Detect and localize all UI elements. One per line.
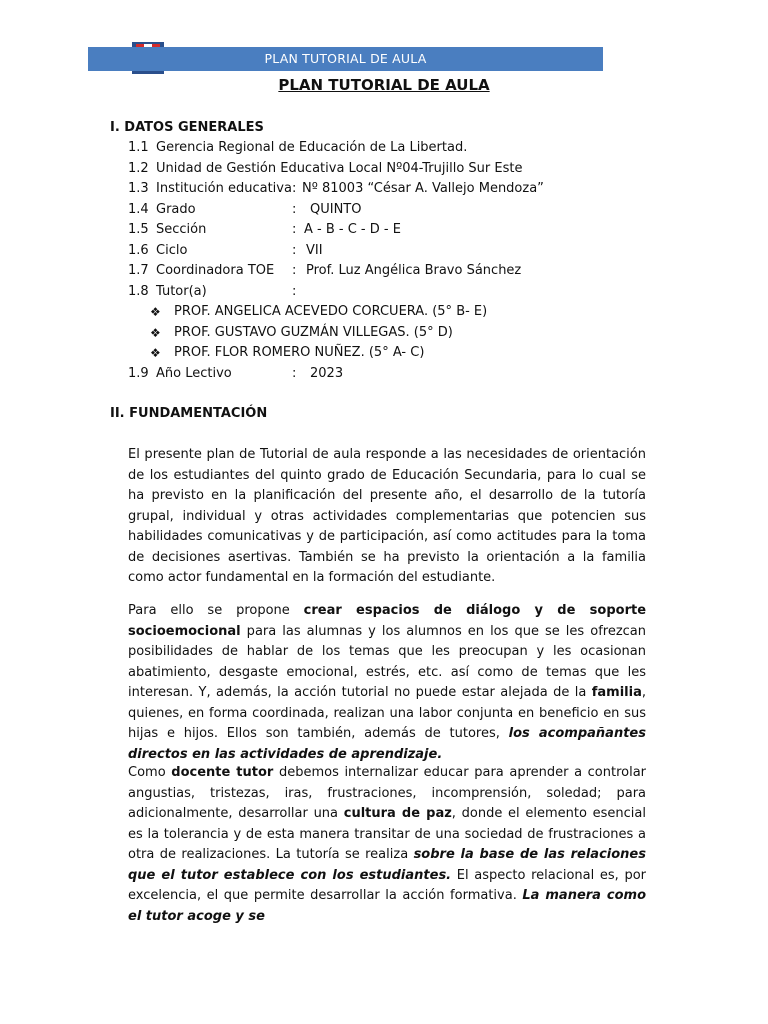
text-run: El aspecto relacional es, por excelencia, el que permite desarrollar la acción formativa. [128,867,647,903]
item-label: Coordinadora TOE [156,263,275,278]
header-band: PLAN TUTORIAL DE AULA [88,47,603,71]
tutor-name: PROF. FLOR ROMERO NUÑEZ. (5° A- C) [174,345,425,360]
bold-run: familia [591,685,642,700]
bold-run: crear espacios de diálogo y de soporte socioemocional [128,603,647,639]
document-title: PLAN TUTORIAL DE AULA [278,76,490,94]
item-value: VII [306,243,323,258]
text-run: para las alumnas y los alumnos en los que se les ofrezcan posibilidades de hablar de los temas que les preocupan y les ocasionan abatimiento, desgaste emocional, estrés, etc. así como de temas que les interesan. Y, además, la acción tutorial no puede estar alejada de la [128,623,646,700]
item-number: 1.7 [128,263,149,278]
paragraph-1: El presente plan de Tutorial de aula responde a las necesidades de orientación de los estudiantes del quinto grado de Educación Secundaria, para lo cual se ha previsto en la planificación del presente año, el desarrollo de la tutoría grupal, individual y otras actividades complementarias que potencien sus habilidades comunicativas y de participación, así como actitudes para la toma de decisiones asertivas. También se ha previsto la orientación a la familia como actor fundamental en la formación del estudiante. [128,447,646,585]
section-heading-datos-generales: I. DATOS GENERALES [110,120,264,135]
text-run: Para ello se propone [128,603,304,618]
item-number: 1.2 [128,161,149,176]
item-value: A - B - C - D - E [304,222,401,237]
item-label: Tutor(a) [156,284,207,299]
item-text: Unidad de Gestión Educativa Local Nº04-Trujillo Sur Este [156,161,523,176]
bold-italic-run: sobre la base de las relaciones que el tutor establece con los estudiantes. [128,847,646,883]
item-separator: : [292,366,297,381]
item-label: Institución educativa: [156,181,297,196]
item-label: Año Lectivo [156,366,232,381]
item-label: Sección [156,222,207,237]
text-run: , donde el elemento esencial es la tolerancia y de esta manera transitar de una sociedad de frustraciones a otra de realizaciones. La tutoría se realiza [128,806,647,862]
item-text: Gerencia Regional de Educación de La Libertad. [156,140,468,155]
item-value: 2023 [310,366,344,381]
text-run: , quienes, en forma coordinada, realizan una labor conjunta en beneficio en sus hijas e hijos. Ellos son también, además de tutores, [128,685,646,741]
item-number: 1.8 [128,284,149,299]
paragraph-2 [128,601,646,765]
item-label: Grado [156,202,196,217]
section-heading-fundamentacion: II. FUNDAMENTACIÓN [110,406,268,421]
item-separator: : [292,202,297,217]
tutor-name: PROF. ANGELICA ACEVEDO CORCUERA. (5° B- E) [174,304,488,319]
item-number: 1.1 [128,140,149,155]
item-value: Nº 81003 “César A. Vallejo Mendoza” [302,181,544,196]
tutor-name: PROF. GUSTAVO GUZMÁN VILLEGAS. (5° D) [174,325,453,340]
diamond-bullet-icon: ❖ [150,346,161,360]
item-separator: : [292,222,297,237]
item-number: 1.4 [128,202,149,217]
bold-italic-run: los acompañantes directos en las actividades de aprendizaje. [128,726,646,762]
bold-italic-run: La manera como el tutor acoge y se [128,888,646,924]
item-value: Prof. Luz Angélica Bravo Sánchez [306,263,522,278]
item-number: 1.9 [128,366,149,381]
item-separator: : [292,243,297,258]
bold-run: docente tutor [171,765,274,780]
diamond-bullet-icon: ❖ [150,305,161,319]
text-run: debemos internalizar educar para aprender a controlar angustias, tristezas, iras, frustraciones, incomprensión, soledad; para adicionalmente, desarrollar una [128,765,647,821]
item-separator: : [292,263,297,278]
item-separator: : [292,284,297,299]
diamond-bullet-icon: ❖ [150,326,161,340]
item-number: 1.6 [128,243,149,258]
paragraph-3 [128,763,646,927]
item-value: QUINTO [310,202,362,217]
text-run: Como [128,765,172,780]
item-label: Ciclo [156,243,188,258]
item-number: 1.5 [128,222,149,237]
item-number: 1.3 [128,181,149,196]
bold-run: cultura de paz [343,806,452,821]
